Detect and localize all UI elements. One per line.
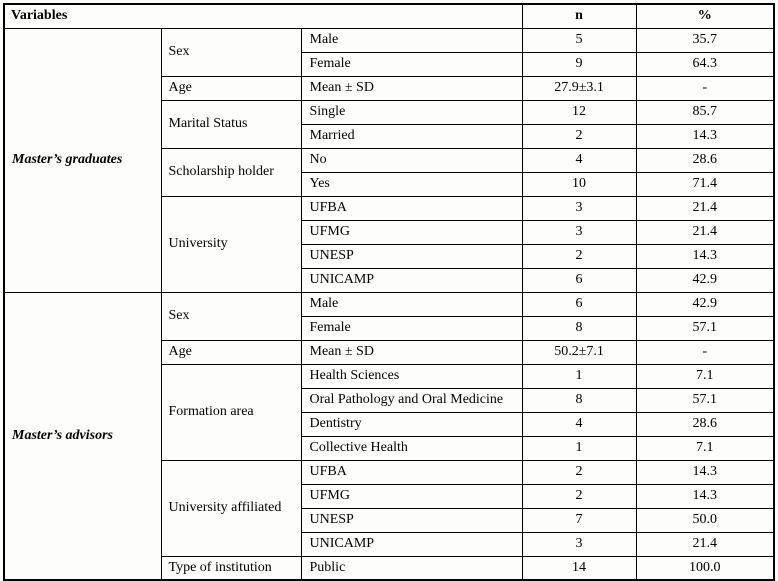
category-value: Female xyxy=(301,316,522,340)
category-value: No xyxy=(301,148,522,172)
n-value: 4 xyxy=(522,148,636,172)
percent-value: 14.3 xyxy=(636,484,774,508)
category-value: Collective Health xyxy=(301,436,522,460)
category-value: UFBA xyxy=(301,460,522,484)
variable-label: Age xyxy=(161,340,301,364)
n-value: 10 xyxy=(522,172,636,196)
percent-value: 7.1 xyxy=(636,364,774,388)
n-value: 3 xyxy=(522,532,636,556)
n-value: 50.2±7.1 xyxy=(522,340,636,364)
variable-label: Formation area xyxy=(161,364,301,460)
category-value: Mean ± SD xyxy=(301,76,522,100)
category-value: Oral Pathology and Oral Medicine xyxy=(301,388,522,412)
n-value: 8 xyxy=(522,388,636,412)
category-value: Male xyxy=(301,292,522,316)
n-value: 27.9±3.1 xyxy=(522,76,636,100)
n-value: 2 xyxy=(522,124,636,148)
group-label: Master’s advisors xyxy=(4,292,161,580)
category-value: Dentistry xyxy=(301,412,522,436)
category-value: UFBA xyxy=(301,196,522,220)
category-value: UNESP xyxy=(301,508,522,532)
variable-label: Age xyxy=(161,76,301,100)
table-row xyxy=(4,292,774,316)
n-value: 12 xyxy=(522,100,636,124)
category-value: Single xyxy=(301,100,522,124)
header-percent: % xyxy=(636,4,774,28)
percent-value: 85.7 xyxy=(636,100,774,124)
percent-value: 57.1 xyxy=(636,388,774,412)
table-body xyxy=(4,28,774,580)
category-value: UFMG xyxy=(301,220,522,244)
n-value: 1 xyxy=(522,436,636,460)
percent-value: 14.3 xyxy=(636,460,774,484)
category-value: Health Sciences xyxy=(301,364,522,388)
n-value: 2 xyxy=(522,460,636,484)
n-value: 3 xyxy=(522,196,636,220)
demographics-table xyxy=(3,3,775,581)
percent-value: 42.9 xyxy=(636,292,774,316)
category-value: Married xyxy=(301,124,522,148)
percent-value: 28.6 xyxy=(636,412,774,436)
percent-value: 64.3 xyxy=(636,52,774,76)
n-value: 6 xyxy=(522,268,636,292)
header-variables: Variables xyxy=(4,4,522,28)
percent-value: 14.3 xyxy=(636,244,774,268)
category-value: Yes xyxy=(301,172,522,196)
percent-value: - xyxy=(636,76,774,100)
header-row xyxy=(4,4,774,28)
percent-value: 21.4 xyxy=(636,532,774,556)
table-row xyxy=(4,28,774,52)
percent-value: 57.1 xyxy=(636,316,774,340)
category-value: UNESP xyxy=(301,244,522,268)
header-n: n xyxy=(522,4,636,28)
n-value: 2 xyxy=(522,484,636,508)
variable-label: University affiliated xyxy=(161,460,301,556)
n-value: 5 xyxy=(522,28,636,52)
category-value: UNICAMP xyxy=(301,268,522,292)
n-value: 14 xyxy=(522,556,636,580)
variable-label: University xyxy=(161,196,301,292)
percent-value: 7.1 xyxy=(636,436,774,460)
variable-label: Scholarship holder xyxy=(161,148,301,196)
category-value: UFMG xyxy=(301,484,522,508)
variable-label: Marital Status xyxy=(161,100,301,148)
percent-value: 50.0 xyxy=(636,508,774,532)
category-value: UNICAMP xyxy=(301,532,522,556)
percent-value: 14.3 xyxy=(636,124,774,148)
percent-value: 21.4 xyxy=(636,196,774,220)
percent-value: 35.7 xyxy=(636,28,774,52)
n-value: 8 xyxy=(522,316,636,340)
group-label: Master’s graduates xyxy=(4,28,161,292)
percent-value: 71.4 xyxy=(636,172,774,196)
table-header xyxy=(4,4,774,28)
variable-label: Sex xyxy=(161,28,301,76)
percent-value: 28.6 xyxy=(636,148,774,172)
category-value: Public xyxy=(301,556,522,580)
n-value: 6 xyxy=(522,292,636,316)
variable-label: Type of institution xyxy=(161,556,301,580)
category-value: Mean ± SD xyxy=(301,340,522,364)
percent-value: 21.4 xyxy=(636,220,774,244)
n-value: 9 xyxy=(522,52,636,76)
percent-value: - xyxy=(636,340,774,364)
category-value: Male xyxy=(301,28,522,52)
variable-label: Sex xyxy=(161,292,301,340)
n-value: 4 xyxy=(522,412,636,436)
percent-value: 42.9 xyxy=(636,268,774,292)
n-value: 1 xyxy=(522,364,636,388)
category-value: Female xyxy=(301,52,522,76)
n-value: 2 xyxy=(522,244,636,268)
n-value: 3 xyxy=(522,220,636,244)
n-value: 7 xyxy=(522,508,636,532)
percent-value: 100.0 xyxy=(636,556,774,580)
